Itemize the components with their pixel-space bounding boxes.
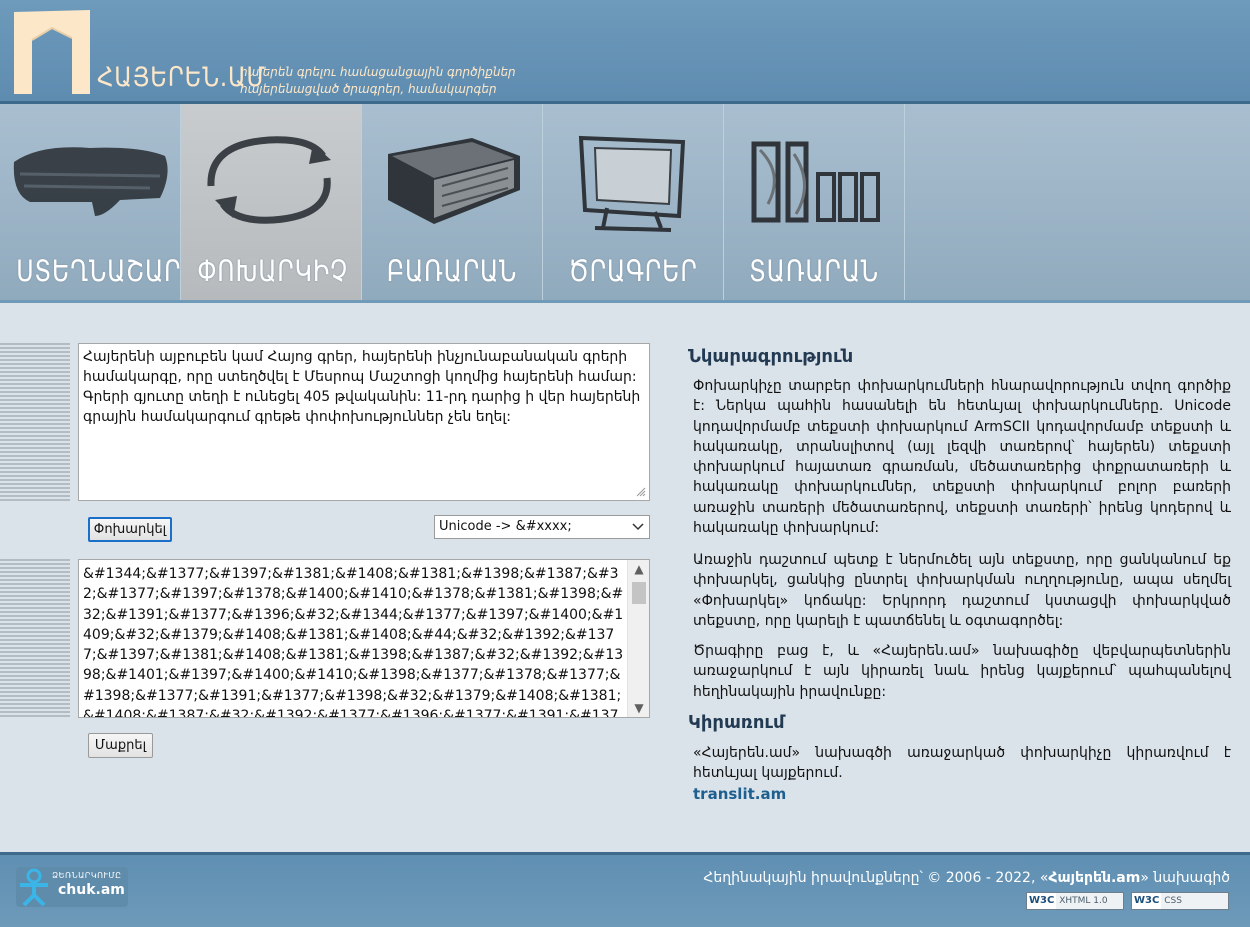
site-header bbox=[0, 0, 1250, 104]
keyboard-smudge-icon bbox=[0, 104, 181, 254]
nav-label-keyboard: ՍՏԵՂՆԱՇԱՐ bbox=[16, 254, 182, 288]
usage-text: «Հայերեն.ամ» նախագծի առաջարկած փոխարկիչը կիրառվում է հետևյալ կայքերում. bbox=[693, 745, 1231, 782]
scroll-thumb[interactable] bbox=[632, 582, 646, 604]
chuk-tagline: ՁԵՌՆԱՐԿՈՒՄԸ bbox=[52, 871, 122, 880]
clear-button[interactable]: Մաքրել bbox=[88, 733, 153, 758]
convert-button[interactable]: Փոխարկել bbox=[88, 517, 172, 542]
description-para-1: Փոխարկիչը տարբեր փոխարկումների հնարավորություն տվող գործիք է: Ներկա պահին հասանելի են հետևյալ փոխարկումները. Unicode կոդավորմամբ տեքստի փոխարկում ArmSCII կոդավորմամբ տեքստի և հակառակը, տրանսլիտով (այլ լեզվի տառերով՝ հայերեն) տեքստի փոխարկում հայատառ գրառման, մեծատառերից փոքրատառերի և հակառակը փոխարկումներ, տեքստի փոխարկում բոլոր բառերի առաջին տառերի մեծատառերով, տեքստի տառերի՝ իրենց կոդերով և հակառակը փոխարկում: bbox=[693, 378, 1231, 537]
chuk-name[interactable]: chuk.am bbox=[58, 882, 125, 898]
tagline-line-2: հայերենացված ծրագրեր, համակարգեր bbox=[240, 82, 497, 96]
nav-item-keyboard[interactable] bbox=[0, 104, 181, 300]
css-badge-label: CSS bbox=[1164, 896, 1182, 906]
css-badge[interactable] bbox=[1131, 892, 1229, 910]
nav-label-dictionary: ԲԱՌԱՐԱՆ bbox=[386, 254, 518, 288]
description-para-3: Ծրագիրը բաց է, և «Հայերեն.ամ» նախագիծը վեբվարպետներին առաջարկում է այն կիրառել նաև իրենց կայքերում՝ պահպանելով հեղինակային իրավունքը: bbox=[693, 643, 1231, 700]
nav-item-dictionary[interactable] bbox=[362, 104, 543, 300]
tagline-line-1: հայերեն գրելու համացանցային գործիքներ bbox=[240, 65, 516, 79]
scroll-up-icon[interactable]: ▲ bbox=[634, 562, 644, 576]
font-glyphs-icon bbox=[724, 104, 905, 254]
copyright-prefix: Հեղինակային իրավունքները՝ © 2006 - 2022, « bbox=[703, 870, 1049, 886]
site-name[interactable]: ՀԱՅԵՐԵՆ.ԱՄ bbox=[97, 62, 266, 93]
copyright-brand[interactable]: Հայերեն.am bbox=[1048, 870, 1141, 886]
resize-grip-icon[interactable] bbox=[636, 487, 646, 497]
direction-select[interactable] bbox=[434, 515, 650, 539]
input-textarea[interactable] bbox=[78, 343, 650, 501]
direction-select-value: Unicode -> &#xxxx; bbox=[439, 519, 572, 534]
nav-label-software: ԾՐԱԳՐԵՐ bbox=[568, 254, 698, 288]
xhtml-badge-label: XHTML 1.0 bbox=[1059, 896, 1108, 906]
description-title: Նկարագրություն bbox=[688, 346, 854, 367]
nav-item-fonts[interactable] bbox=[724, 104, 905, 300]
output-decor-stripes bbox=[0, 559, 70, 718]
tagline bbox=[240, 64, 516, 98]
copyright-text bbox=[703, 870, 1230, 886]
scroll-down-icon[interactable]: ▼ bbox=[634, 701, 644, 715]
description-para-2: Առաջին դաշտում պետք է ներմուծել այն տեքստը, որը ցանկանում եք փոխարկել, ցանկից ընտրել փոխարկման ուղղությունը, ապա սեղմել «Փոխարկել» կոճակը: Երկրորդ դաշտում կստացվի փոխարկված տեքստը, որը կարելի է պատճենել և օգտագործել: bbox=[693, 552, 1231, 629]
translit-link[interactable]: translit.am bbox=[693, 785, 787, 803]
convert-arrows-icon bbox=[181, 104, 362, 254]
site-footer bbox=[0, 852, 1250, 927]
monitor-icon bbox=[543, 104, 724, 254]
copyright-suffix: » նախագիծ bbox=[1140, 870, 1230, 886]
output-textarea[interactable] bbox=[78, 559, 650, 718]
nav-item-converter[interactable] bbox=[181, 104, 362, 300]
chevron-down-icon bbox=[631, 518, 645, 534]
nav-label-converter: ՓՈԽԱՐԿԻՉ bbox=[197, 254, 348, 288]
book-icon bbox=[362, 104, 543, 254]
output-scrollbar[interactable] bbox=[627, 560, 649, 717]
w3c-xhtml-icon: W3C bbox=[1027, 893, 1056, 909]
usage-title: Կիրառում bbox=[688, 712, 785, 733]
nav-item-software[interactable] bbox=[543, 104, 724, 300]
w3c-css-icon: W3C bbox=[1132, 893, 1161, 909]
site-logo-icon[interactable] bbox=[12, 8, 92, 96]
main-nav bbox=[0, 104, 1250, 300]
nav-label-fonts: ՏԱՌԱՐԱՆ bbox=[749, 254, 879, 288]
xhtml-badge[interactable] bbox=[1026, 892, 1124, 910]
input-decor-stripes bbox=[0, 343, 70, 501]
main-content bbox=[0, 303, 1250, 852]
